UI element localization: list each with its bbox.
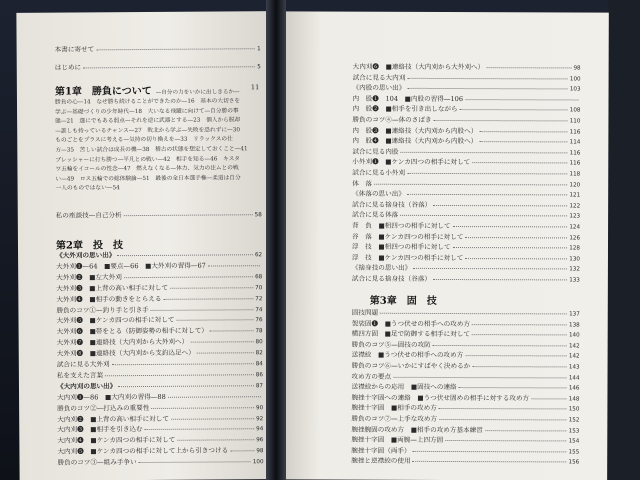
toc-entry	[351, 416, 579, 424]
page-number: 103	[569, 86, 581, 93]
toc-entry-text: 腕挫十字固 ■両腕—上四方固	[351, 435, 444, 445]
dot-leader	[453, 226, 568, 227]
page-number: 156	[568, 459, 580, 466]
dot-leader	[400, 215, 567, 217]
chapter-3-heading	[370, 292, 437, 307]
toc-entry	[351, 405, 579, 413]
page-number: 143	[568, 364, 580, 371]
page-number: 123	[569, 213, 581, 220]
toc-entry	[352, 265, 580, 273]
toc-entry-text: 《内股の思い出》	[352, 83, 406, 93]
toc-entry	[56, 273, 262, 282]
page-number: 98	[256, 448, 264, 455]
chapter-1-heading	[55, 81, 240, 97]
toc-entry	[352, 180, 580, 188]
toc-entry	[57, 458, 263, 467]
dot-leader	[164, 298, 254, 300]
book-gutter	[266, 0, 286, 480]
toc-entry-text: 私を支えた言葉	[56, 371, 104, 380]
page-number: 133	[569, 277, 580, 284]
toc-entry-text: 攻め方の要点	[351, 372, 392, 381]
page-number: 98	[573, 65, 581, 72]
toc-entry	[353, 74, 581, 82]
chapter-1-summary-line: —誰しも持っているチャンス—27 敗北から学ぶ—失敗を恐れずに—30	[55, 127, 240, 135]
toc-entry	[57, 349, 263, 358]
page-number: 153	[568, 428, 580, 435]
toc-entry-text: 内 股❷ ■相手を引き出しながら	[352, 105, 458, 114]
toc-entry	[57, 360, 263, 369]
toc-entry-text: 大内刈❶—86 ■大内刈の習得—88	[57, 392, 166, 402]
dot-leader	[472, 366, 567, 367]
dot-leader	[472, 324, 567, 325]
toc-entry	[56, 211, 262, 220]
dot-leader	[105, 374, 254, 376]
toc-entry-text: 勝負のコツ①—釣り手と引き手	[56, 305, 149, 315]
toc-entry	[352, 233, 580, 241]
toc-entry-text: 大内刈❷ ■上背の高い相手に対して	[57, 414, 169, 424]
book-edge	[608, 0, 640, 480]
toc-entry-text: 勝負のコツ⑤—固技の攻防	[351, 340, 431, 349]
chapter-1-summary-line: ワ五輪をイコールの性念—47 燃えなくなる—体力、気力の注ムとの戦	[55, 165, 239, 173]
page-number: 116	[569, 150, 581, 157]
page-number: 86	[255, 372, 263, 379]
page-number: 144	[568, 375, 580, 382]
dot-leader	[485, 430, 567, 431]
toc-entry-text: 《大外刈の思い出》	[56, 251, 116, 260]
page-number: 128	[569, 245, 581, 252]
toc-entry	[57, 447, 263, 456]
page-number: 150	[568, 406, 580, 413]
page-number: 58	[254, 212, 262, 219]
page-number: 62	[254, 252, 263, 259]
page-number: 94	[256, 426, 264, 433]
dot-leader	[124, 276, 253, 278]
toc-entry-text: 試合に見る捨身技（谷落）	[352, 200, 432, 209]
dot-leader	[413, 268, 567, 270]
chapter-1-summary-line: 一人のものではない—54	[55, 185, 120, 193]
page-number: 118	[569, 171, 581, 178]
toc-entry	[352, 212, 580, 220]
toc-entry	[352, 106, 580, 114]
toc-entry-text: 送襟絞からの応用 ■固技への連絡	[351, 382, 457, 392]
toc-entry-text: 私の座談技—自己分析	[55, 211, 122, 220]
toc-entry-text: 《大内刈の思い出》	[56, 381, 117, 391]
dot-leader	[459, 387, 567, 388]
toc-intro-line	[55, 63, 261, 72]
page-number: 96	[256, 437, 264, 444]
page-number: 137	[569, 311, 580, 318]
dot-leader	[465, 99, 578, 100]
page-number: 82	[255, 350, 263, 357]
toc-entry	[57, 415, 263, 424]
toc-entry	[56, 306, 262, 315]
toc-entry	[352, 223, 580, 231]
page-number: 100	[569, 76, 581, 83]
toc-entry-text: 大外刈❼ ■連絡技（大内刈から大外刈へ）	[56, 337, 189, 347]
dot-leader	[208, 265, 260, 266]
chapter-title-text: 第1章 勝負について	[54, 85, 152, 98]
toc-entry-text: はじめに	[54, 63, 82, 72]
page-number: 1	[257, 46, 261, 53]
toc-entry-text: 送襟絞 ■うつ伏せの相手への攻め方	[351, 351, 464, 360]
toc-entry	[56, 262, 262, 270]
dot-leader	[486, 67, 571, 68]
toc-entry-text: 体 落	[352, 179, 373, 188]
dot-leader	[210, 331, 254, 332]
dot-leader	[118, 385, 254, 387]
toc-entry	[351, 437, 579, 445]
toc-entry	[352, 310, 580, 318]
toc-entry	[57, 371, 263, 380]
dot-leader	[460, 109, 568, 110]
dot-leader	[177, 320, 254, 322]
toc-entry	[57, 426, 263, 435]
page-number: 140	[568, 332, 580, 339]
page-number: 142	[568, 353, 580, 360]
toc-entry	[352, 191, 580, 199]
page-number: 152	[568, 417, 580, 424]
toc-entry-text: 浮 技 ■ケンカ四つの相手に対して	[351, 253, 464, 262]
chapter-subtitle: —自分の力をいかに出しきるか—	[155, 89, 240, 96]
toc-entry-text: 袈裟固❶ ■うつ伏せの相手への攻め方	[351, 319, 471, 328]
toc-entry-text: 勝負のコツ④—体のさばき	[352, 115, 432, 124]
toc-entry	[56, 295, 262, 304]
page-number: 146	[568, 385, 580, 392]
toc-entry	[56, 284, 262, 293]
chapter-2-heading	[56, 236, 123, 251]
page-number: 114	[569, 139, 581, 146]
toc-entry-text: 勝負のコツ③—組み手争い	[57, 458, 137, 467]
toc-entry-text: 大外刈❹ ■相手の動きをとらえる	[56, 294, 162, 304]
toc-entry-text: 横四方固 ■足で防御する相手に対して	[351, 329, 471, 339]
dot-leader	[177, 440, 254, 442]
page-number: 70	[255, 284, 263, 291]
toc-entry	[57, 382, 263, 391]
toc-entry	[352, 352, 580, 360]
dot-leader	[439, 419, 567, 420]
page-number: 116	[569, 160, 581, 167]
toc-entry	[351, 384, 579, 392]
page-number: 138	[569, 322, 580, 329]
page-number: 87	[255, 382, 264, 390]
toc-entry-text: 試合に見る大外刈	[56, 360, 110, 369]
toc-entry	[56, 251, 262, 260]
toc-entry	[351, 394, 579, 402]
dot-leader	[472, 162, 567, 163]
dot-leader	[472, 334, 567, 335]
toc-entry-text: 試合に見る小外刈	[352, 168, 406, 177]
toc-entry-text: 腕挫腕固の攻め方 ■相手の攻め方基本練習	[351, 425, 483, 434]
dot-leader	[374, 183, 568, 185]
dot-leader	[400, 152, 567, 154]
toc-entry-text: 大内刈❺ ■ケンカ四つの相手に対して上から引きつける	[57, 446, 229, 456]
dot-leader	[407, 88, 568, 90]
dot-leader	[407, 194, 568, 196]
chapter-1-summary-line: 勝負の心—14 なぜ勝ち続けることができたのか—16 基本の大切さを	[54, 98, 241, 106]
dot-leader	[190, 341, 253, 342]
toc-entry-text: 大外刈❶—64 ■要点—66 ■大外刈の習得—67	[56, 261, 206, 271]
chapter-1-summary-line: プレッシャーに打ち勝つ—平凡との戦い—42 相手を知る—46 キスタ	[55, 155, 241, 164]
toc-entry-text: 腕挫十字固への連絡 ■うつ伏せ固めの相手に対する攻め方	[351, 393, 530, 403]
dot-leader	[168, 396, 261, 398]
toc-entry-text: 浮 技 ■相四つの相手に対して	[351, 242, 451, 252]
chapter-title-text: 第3章 固 技	[369, 295, 437, 307]
toc-entry-text: 背 負 ■相四つの相手に対して	[352, 221, 451, 231]
toc-entry-text: 腕挫十字固（両手）	[351, 446, 411, 455]
page-number: 78	[255, 328, 263, 335]
dot-leader	[445, 440, 566, 441]
dot-leader	[151, 309, 254, 311]
chapter-1-summary-line: 学ぶ—基礎づくりの少年時代—18 大いなる飛躍に向けて—自分勝の事	[55, 107, 239, 116]
dot-leader	[145, 429, 255, 431]
toc-intro-line	[55, 45, 261, 54]
page-number: 122	[569, 203, 581, 210]
dot-leader	[139, 461, 251, 463]
page-number: 154	[568, 438, 580, 445]
toc-entry-text: 大内刈❸ ■相手を引き込む	[57, 425, 143, 435]
toc-entry	[352, 148, 580, 156]
chapter-1-summary-line: 方—35 苦しい試合は成長の機—38 稽古の状態を想定しておくこと—41	[55, 146, 248, 154]
dot-leader	[112, 363, 254, 365]
toc-entry-text: 試合に見る捨身技（谷落）	[351, 274, 432, 283]
dot-leader	[171, 418, 254, 420]
page-number: 90	[255, 404, 264, 411]
page-number: 92	[256, 415, 264, 422]
toc-entry-text: 《捨身技の思い出》	[351, 264, 412, 273]
toc-entry-text: 内 股❶ 104 ■内股の習得—106	[352, 94, 464, 103]
toc-entry	[351, 426, 579, 434]
dot-leader	[230, 450, 254, 451]
toc-entry-text: 大外刈❻ ■帯をとる（防御姿勢の相手に対して）	[56, 326, 208, 336]
toc-entry	[352, 320, 580, 328]
toc-entry-text: 試合に見る内股	[352, 147, 399, 156]
toc-entry-text: 内 股❸ ■連絡技（大内刈から内股へ）	[352, 126, 478, 135]
toc-entry-text: 大外刈❸ ■上背の高い相手に対して	[56, 283, 169, 293]
toc-entry	[57, 317, 263, 326]
page-number: 100	[252, 459, 264, 466]
dot-leader	[197, 352, 254, 353]
dot-leader	[407, 173, 568, 175]
toc-entry-text: 腕挫と逆襟絞の使用	[351, 457, 411, 466]
page-number: 74	[255, 306, 263, 313]
page-number: 80	[255, 339, 263, 346]
right-page	[281, 11, 609, 480]
toc-entry-text: 《体落の思い出》	[352, 189, 405, 199]
toc-entry	[57, 393, 263, 401]
toc-entry-text: 大内刈❹ ■ケンカ四つの相手に対して	[57, 436, 176, 445]
toc-entry	[57, 327, 263, 336]
toc-entry	[352, 276, 580, 284]
dot-leader	[413, 451, 567, 453]
dot-leader	[433, 205, 567, 206]
toc-entry-text: 勝負のコツ②—打込みの重要性	[57, 403, 150, 413]
page-number: 108	[569, 107, 581, 114]
chapter-title-text: 第2章 投 技	[55, 240, 124, 252]
toc-entry	[57, 436, 263, 445]
page-number: 76	[255, 317, 263, 324]
toc-entry	[352, 373, 580, 381]
toc-entry-text: 固技問題	[351, 308, 379, 317]
toc-entry	[352, 244, 580, 252]
page-number: 132	[569, 266, 580, 273]
dot-leader	[124, 214, 253, 216]
dot-leader	[393, 376, 567, 378]
toc-entry-text: 勝負のコツ⑥—いかにすばやく決めるか	[351, 361, 471, 371]
page-number: 5	[257, 64, 261, 71]
page-number: 130	[569, 256, 580, 263]
page-number: 120	[569, 182, 581, 189]
toc-entry	[351, 447, 579, 455]
toc-entry	[352, 201, 580, 209]
toc-entry-text: 大外刈❺ ■ケンカ四つの相手に対して	[56, 316, 175, 326]
dot-leader	[117, 254, 253, 256]
page-number: 142	[568, 343, 580, 350]
toc-entry	[353, 95, 581, 102]
toc-entry-text: 勝負のコツ⑦—上手な攻め方	[351, 414, 438, 423]
toc-entry	[352, 341, 580, 349]
page-number: 126	[569, 235, 581, 242]
dot-leader	[531, 398, 567, 399]
dot-leader	[151, 407, 254, 409]
toc-entry	[352, 170, 580, 178]
page-number: 121	[569, 192, 581, 199]
toc-entry	[57, 404, 263, 413]
toc-entry	[352, 127, 580, 135]
toc-entry	[352, 159, 580, 167]
toc-entry	[352, 254, 580, 262]
page-number: 110	[569, 118, 581, 125]
chapter-1-summary-line: ものごとをプラスに考える—気持の切り換えを—33 リラックスの仕	[55, 136, 233, 145]
toc-entry-text: 谷 落 ■ケンカ四つの相手に対して	[352, 232, 464, 241]
dot-leader	[479, 141, 567, 142]
toc-entry	[353, 64, 581, 72]
toc-entry	[352, 117, 580, 125]
chapter-1-summary-line: 態—21 選にでもある弱点—それを逆に武器とする—23 個人から脱却	[55, 117, 241, 125]
page-number: 116	[569, 129, 581, 136]
page-number: 155	[568, 449, 580, 456]
dot-leader	[453, 247, 568, 248]
dot-leader	[465, 355, 567, 356]
dot-leader	[439, 408, 567, 409]
dot-leader	[380, 313, 567, 315]
toc-entry-text: 本書に寄せて	[54, 45, 95, 54]
toc-entry-text: 大外刈❽ ■連絡技（大内刈から支釣込足へ）	[56, 348, 195, 358]
dot-leader	[433, 345, 567, 346]
toc-entry	[351, 458, 579, 466]
dot-leader	[407, 77, 568, 79]
dot-leader	[170, 287, 253, 289]
dot-leader	[465, 237, 567, 238]
toc-entry-text: 内 股❹ ■連絡技（大内刈から内股へ）	[352, 136, 478, 146]
left-page	[16, 11, 271, 480]
dot-leader	[434, 120, 568, 121]
dot-leader	[83, 66, 255, 68]
dot-leader	[465, 258, 567, 259]
page-number: 148	[568, 396, 580, 403]
page-number: 124	[569, 224, 581, 231]
page-number: 84	[255, 361, 263, 368]
dot-leader	[479, 131, 567, 132]
toc-entry-text: 試合に見る体落	[352, 211, 399, 220]
toc-entry	[352, 331, 580, 339]
toc-entry-text: 小外刈❶ ■ケンカ四つの相手に対して	[352, 158, 471, 167]
dot-leader	[96, 48, 255, 50]
toc-entry	[57, 338, 263, 347]
dot-leader	[433, 279, 567, 280]
toc-entry	[353, 85, 581, 93]
toc-entry-text: 試合に見る大内刈	[352, 73, 406, 82]
dot-leader	[413, 461, 567, 463]
page-number: 68	[255, 273, 263, 281]
page-number: 72	[255, 295, 263, 302]
toc-entry-text: 大内刈❻ ■連絡技（大内刈から大外刈へ）	[352, 62, 485, 72]
toc-entry-text: 腕挫十字固 ■相手の攻め方	[351, 404, 437, 413]
toc-entry	[352, 138, 580, 146]
toc-entry-text: 大外刈❷ ■左大外刈	[56, 272, 122, 282]
toc-entry	[352, 363, 580, 371]
page-number: 11	[250, 83, 260, 92]
chapter-1-summary-line: い—49 ロス五輪での総体験論—51 最後の全日本選手権—柔道は自分	[55, 175, 241, 183]
